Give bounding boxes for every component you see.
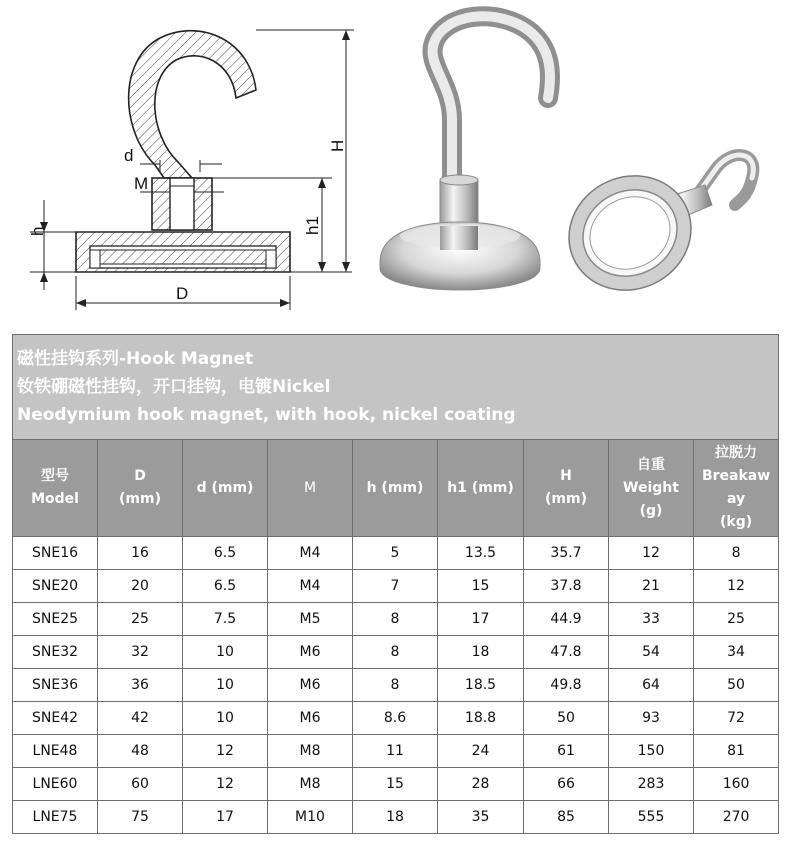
table-cell: M8 (268, 768, 353, 801)
header-text: Model (31, 491, 79, 507)
table-cell: 11 (353, 735, 438, 768)
table-cell: 35.7 (524, 537, 609, 570)
table-cell: 50 (694, 669, 779, 702)
table-cell: 7.5 (183, 603, 268, 636)
table-cell: 54 (609, 636, 694, 669)
header-text: 拉脱力 (715, 445, 758, 461)
header-text: (g) (639, 502, 663, 519)
dim-label-h: h (28, 226, 47, 236)
table-cell: 75 (98, 801, 183, 834)
table-cell: 34 (694, 636, 779, 669)
table-cell: 85 (524, 801, 609, 834)
table-cell: 35 (438, 801, 524, 834)
table-header-row (13, 440, 779, 537)
header-text: D (134, 468, 146, 484)
table-cell: 72 (694, 702, 779, 735)
table-cell: SNE36 (13, 669, 98, 702)
table-cell: 18.8 (438, 702, 524, 735)
header-h1 (438, 440, 524, 537)
table-cell: 17 (183, 801, 268, 834)
table-cell: 42 (98, 702, 183, 735)
header-breakaway (694, 440, 779, 537)
table-cell: 12 (609, 537, 694, 570)
hook-magnet-photo (380, 16, 550, 290)
header-text: h (mm) (366, 479, 424, 496)
product-figure (0, 0, 790, 330)
header-model (13, 440, 98, 537)
table-cell: 8 (353, 669, 438, 702)
table-cell: SNE32 (13, 636, 98, 669)
header-text: 自重 (637, 456, 665, 473)
table-title (13, 335, 779, 440)
table-cell: 49.8 (524, 669, 609, 702)
header-D (98, 440, 183, 537)
table-cell: 10 (183, 702, 268, 735)
header-d (183, 440, 268, 537)
table-cell: 25 (98, 603, 183, 636)
header-weight (609, 440, 694, 537)
technical-drawing (30, 30, 354, 310)
table-cell: 36 (98, 669, 183, 702)
table-cell: 47.8 (524, 636, 609, 669)
table-cell: 48 (98, 735, 183, 768)
table-cell: 32 (98, 636, 183, 669)
table-cell: 18 (438, 636, 524, 669)
table-cell: SNE42 (13, 702, 98, 735)
table-cell: 16 (98, 537, 183, 570)
table-row (13, 801, 779, 834)
header-h (353, 440, 438, 537)
table-cell: 25 (694, 603, 779, 636)
table-row (13, 702, 779, 735)
table-cell: 12 (694, 570, 779, 603)
dim-label-D: D (176, 284, 189, 303)
header-text: Weight (623, 479, 679, 496)
table-cell: 8 (694, 537, 779, 570)
dim-label-d: d (124, 146, 134, 165)
table-cell: 64 (609, 669, 694, 702)
table-cell: 8.6 (353, 702, 438, 735)
table-cell: SNE25 (13, 603, 98, 636)
table-cell: 160 (694, 768, 779, 801)
table-cell: M4 (268, 570, 353, 603)
table-cell: M10 (268, 801, 353, 834)
table-cell: 6.5 (183, 537, 268, 570)
table-row (13, 537, 779, 570)
table-cell: 37.8 (524, 570, 609, 603)
header-text: h1 (mm) (447, 479, 514, 496)
table-cell: 21 (609, 570, 694, 603)
table-body (13, 537, 779, 834)
table-cell: M8 (268, 735, 353, 768)
table-cell: 17 (438, 603, 524, 636)
dim-label-H: H (328, 139, 347, 152)
table-cell: 283 (609, 768, 694, 801)
table-cell: 66 (524, 768, 609, 801)
table-cell: 60 (98, 768, 183, 801)
table-row (13, 669, 779, 702)
header-text: (mm) (119, 491, 161, 507)
dim-label-h1: h1 (303, 216, 322, 235)
table-cell: 15 (353, 768, 438, 801)
table-cell: 18 (353, 801, 438, 834)
table-cell: 270 (694, 801, 779, 834)
table-cell: 15 (438, 570, 524, 603)
table-cell: M4 (268, 537, 353, 570)
table-cell: 12 (183, 768, 268, 801)
table-cell: 10 (183, 636, 268, 669)
header-H (524, 440, 609, 537)
table-cell: SNE20 (13, 570, 98, 603)
header-text: H (560, 468, 572, 484)
title-line-3: Neodymium hook magnet, with hook, nickel coating (17, 405, 516, 425)
table-row (13, 735, 779, 768)
table-cell: SNE16 (13, 537, 98, 570)
table-row (13, 636, 779, 669)
table-cell: 81 (694, 735, 779, 768)
table-cell: 61 (524, 735, 609, 768)
header-text: d (mm) (196, 479, 254, 496)
header-text: (kg) (719, 514, 753, 530)
table-cell: M5 (268, 603, 353, 636)
table-row (13, 768, 779, 801)
table-cell: 24 (438, 735, 524, 768)
table-cell: 555 (609, 801, 694, 834)
hook-section-drawing (129, 31, 256, 178)
table-cell: 150 (609, 735, 694, 768)
table-cell: 93 (609, 702, 694, 735)
table-cell: 13.5 (438, 537, 524, 570)
table-cell: 50 (524, 702, 609, 735)
header-text: (mm) (545, 491, 587, 507)
header-text: ay (726, 491, 746, 507)
table-cell: 33 (609, 603, 694, 636)
title-line-2: 钕铁硼磁性挂钩，开口挂钩，电镀Nickel (17, 377, 331, 397)
table-cell: M6 (268, 702, 353, 735)
table-cell: 18.5 (438, 669, 524, 702)
table-cell: 6.5 (183, 570, 268, 603)
table-row (13, 570, 779, 603)
table-row (13, 603, 779, 636)
table-cell: LNE48 (13, 735, 98, 768)
table-cell: M6 (268, 636, 353, 669)
title-line-1: 磁性挂钩系列-Hook Magnet (17, 349, 254, 369)
table-title-row (13, 335, 779, 440)
table-cell: 10 (183, 669, 268, 702)
table-cell: LNE75 (13, 801, 98, 834)
table-cell: 8 (353, 603, 438, 636)
table-cell: 8 (353, 636, 438, 669)
table-cell: 12 (183, 735, 268, 768)
spec-table (12, 334, 779, 834)
header-text: M (303, 479, 317, 496)
table-cell: 20 (98, 570, 183, 603)
hook-magnet-angle-view (550, 155, 753, 310)
table-cell: 7 (353, 570, 438, 603)
header-text: 型号 (41, 468, 69, 484)
header-M (268, 440, 353, 537)
figure-canvas (0, 0, 790, 330)
dim-label-M: M (134, 174, 149, 193)
table-cell: 44.9 (524, 603, 609, 636)
header-text: Breakaw (701, 468, 771, 484)
table-cell: LNE60 (13, 768, 98, 801)
table-cell: 28 (438, 768, 524, 801)
table-cell: M6 (268, 669, 353, 702)
table-cell: 5 (353, 537, 438, 570)
